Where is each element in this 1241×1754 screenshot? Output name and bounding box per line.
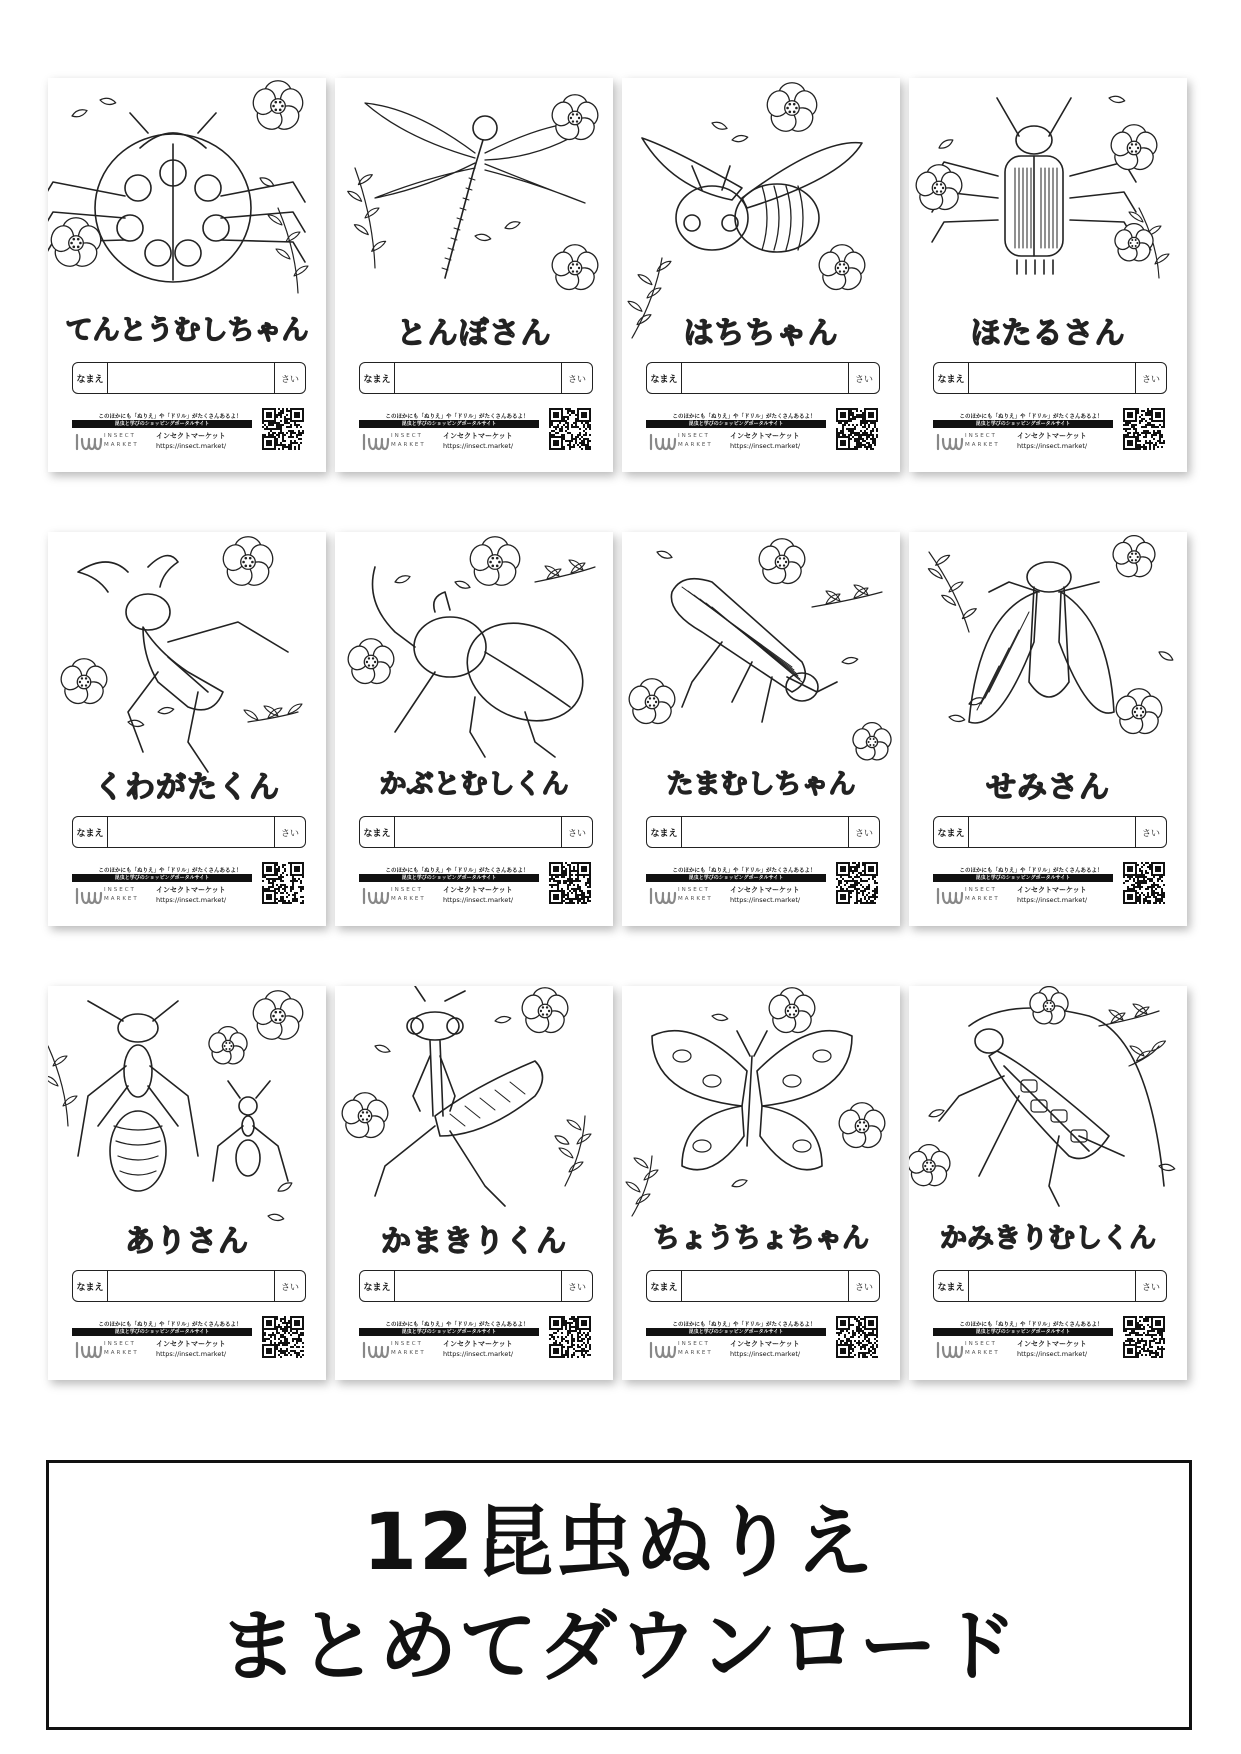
insect-market-logo-icon: [74, 885, 104, 907]
leaf-icon: [1108, 95, 1125, 104]
leaf-icon: [157, 706, 174, 715]
insect-market-logo-icon: [935, 431, 965, 453]
promo-text: このほかにも「ぬりえ」や「ドリル」がたくさんあるよ！: [959, 414, 1103, 420]
leaf-icon: [454, 579, 471, 590]
age-label: さい: [1135, 817, 1166, 847]
leaf-icon: [711, 1013, 728, 1022]
flower-icon: [1113, 689, 1165, 738]
promo-text: このほかにも「ぬりえ」や「ドリル」がたくさんあるよ！: [959, 1322, 1103, 1328]
shop-name: インセクトマーケット: [443, 1340, 513, 1348]
age-label: さい: [1135, 1271, 1166, 1301]
tagline-bar: 昆虫と学びのショッピングポータルサイト: [646, 420, 826, 428]
leaf-icon: [71, 108, 88, 119]
coloring-page-title: かまきりくん: [381, 1224, 567, 1259]
insect-market-logo-icon: [935, 1339, 965, 1361]
coloring-page-title: かみきりむしくん: [940, 1223, 1156, 1254]
promo-text: このほかにも「ぬりえ」や「ドリル」がたくさんあるよ！: [98, 868, 242, 874]
leaf-icon: [731, 134, 748, 143]
coloring-page-title: かぶとむしくん: [379, 769, 569, 800]
flower-icon: [549, 245, 601, 294]
name-field: [646, 362, 880, 394]
flower-icon: [206, 1027, 249, 1068]
shop-name: インセクトマーケット: [443, 886, 513, 894]
qr-code-icon[interactable]: [262, 862, 304, 904]
coloring-page-title: ほたるさん: [970, 316, 1126, 351]
download-banner[interactable]: [46, 1460, 1192, 1730]
logo-text: INSECT MARKET: [965, 433, 1000, 448]
leaf-icon: [374, 1043, 391, 1054]
qr-code-icon[interactable]: [836, 408, 878, 450]
insect-market-logo-icon: [648, 1339, 678, 1361]
promo-text: このほかにも「ぬりえ」や「ドリル」がたくさんあるよ！: [98, 1322, 242, 1328]
leaf-icon: [554, 1133, 571, 1146]
name-label: なまえ: [647, 363, 682, 393]
flower-icon: [339, 1093, 391, 1142]
shop-url[interactable]: https://insect.market/: [1017, 442, 1088, 450]
coloring-page-card-firefly[interactable]: [909, 78, 1187, 472]
shop-name: インセクトマーケット: [1017, 1340, 1087, 1348]
name-field: [646, 816, 880, 848]
qr-code-icon[interactable]: [549, 1316, 591, 1358]
insect-market-logo-icon: [74, 431, 104, 453]
ant-icon: [48, 991, 306, 1222]
name-blank: [108, 363, 274, 393]
name-field: [359, 816, 593, 848]
tagline-bar: 昆虫と学びのショッピングポータルサイト: [646, 874, 826, 882]
coloring-page-card-butterfly[interactable]: [622, 986, 900, 1380]
age-label: さい: [274, 1271, 305, 1301]
shop-name: インセクトマーケット: [1017, 432, 1087, 440]
shop-url[interactable]: https://insect.market/: [730, 896, 801, 904]
name-label: なまえ: [360, 817, 395, 847]
tagline-bar: 昆虫と学びのショッピングポータルサイト: [359, 874, 539, 882]
leaf-icon: [127, 719, 144, 728]
coloring-page-card-stag-beetle[interactable]: [48, 532, 326, 926]
name-field: [933, 362, 1167, 394]
flower-icon: [1108, 125, 1160, 174]
flower-icon: [756, 539, 808, 588]
promo-text: このほかにも「ぬりえ」や「ドリル」がたくさんあるよ！: [385, 868, 529, 874]
name-blank: [395, 817, 561, 847]
leaf-icon: [948, 714, 965, 723]
qr-code-icon[interactable]: [1123, 1316, 1165, 1358]
flower-icon: [48, 218, 104, 271]
insect-market-logo-icon: [361, 1339, 391, 1361]
name-label: なまえ: [73, 363, 108, 393]
coloring-page-card-dragonfly[interactable]: [335, 78, 613, 472]
name-label: なまえ: [73, 817, 108, 847]
flower-icon: [764, 83, 820, 136]
name-blank: [969, 1271, 1135, 1301]
shop-name: インセクトマーケット: [730, 886, 800, 894]
leaf-icon: [731, 1178, 748, 1189]
flower-icon: [1110, 536, 1157, 581]
insect-market-logo-icon: [361, 431, 391, 453]
coloring-page-title: てんとうむしちゃん: [65, 315, 309, 346]
leaf-sprig-icon: [348, 168, 386, 268]
tagline-bar: 昆虫と学びのショッピングポータルサイト: [72, 420, 252, 428]
shop-name: インセクトマーケット: [156, 1340, 226, 1348]
name-blank: [108, 1271, 274, 1301]
leaf-sprig-icon: [559, 1116, 591, 1186]
logo-text: INSECT MARKET: [678, 433, 713, 448]
name-label: なまえ: [73, 1271, 108, 1301]
age-label: さい: [561, 363, 592, 393]
insect-market-logo-icon: [361, 885, 391, 907]
qr-code-icon[interactable]: [836, 1316, 878, 1358]
name-blank: [682, 817, 848, 847]
qr-code-icon[interactable]: [1123, 408, 1165, 450]
leaf-icon: [711, 120, 728, 131]
coloring-page-title: はちちゃん: [683, 316, 839, 351]
leaf-sprig-icon: [812, 585, 882, 607]
name-label: なまえ: [360, 363, 395, 393]
coloring-page-title: ちょうちょちゃん: [653, 1223, 869, 1254]
banner-subtitle: まとめてダウンロード: [218, 1602, 1019, 1692]
coloring-page-card-mantis[interactable]: [335, 986, 613, 1380]
logo-text: INSECT MARKET: [391, 1341, 426, 1356]
flower-icon: [58, 659, 110, 708]
name-field: [646, 1270, 880, 1302]
logo-text: INSECT MARKET: [104, 1341, 139, 1356]
qr-code-icon[interactable]: [549, 408, 591, 450]
flower-icon: [519, 988, 571, 1037]
coloring-page-card-rhinoceros-beetle[interactable]: [335, 532, 613, 926]
shop-url[interactable]: https://insect.market/: [1017, 1350, 1088, 1358]
jewel-beetle-icon: [626, 539, 893, 764]
name-label: なまえ: [647, 817, 682, 847]
longhorn-beetle-icon: [909, 987, 1175, 1206]
qr-code-icon[interactable]: [262, 1316, 304, 1358]
coloring-page-title: くわがたくん: [94, 770, 280, 805]
leaf-icon: [656, 549, 673, 560]
coloring-page-card-ladybug[interactable]: [48, 78, 326, 472]
tagline-bar: 昆虫と学びのショッピングポータルサイト: [646, 1328, 826, 1336]
shop-url[interactable]: https://insect.market/: [730, 1350, 801, 1358]
flower-icon: [549, 95, 601, 144]
coloring-page-title: とんぼさん: [396, 316, 552, 351]
age-label: さい: [561, 817, 592, 847]
promo-text: このほかにも「ぬりえ」や「ドリル」がたくさんあるよ！: [385, 1322, 529, 1328]
age-label: さい: [848, 1271, 879, 1301]
shop-url[interactable]: https://insect.market/: [156, 1350, 227, 1358]
coloring-page-card-cicada[interactable]: [909, 532, 1187, 926]
shop-name: インセクトマーケット: [730, 432, 800, 440]
promo-text: このほかにも「ぬりえ」や「ドリル」がたくさんあるよ！: [385, 414, 529, 420]
shop-url[interactable]: https://insect.market/: [1017, 896, 1088, 904]
flower-icon: [250, 81, 306, 134]
firefly-icon: [913, 95, 1169, 278]
name-blank: [682, 363, 848, 393]
logo-text: INSECT MARKET: [104, 887, 139, 902]
tagline-bar: 昆虫と学びのショッピングポータルサイト: [359, 1328, 539, 1336]
flower-icon: [626, 679, 678, 728]
name-field: [359, 1270, 593, 1302]
age-label: さい: [848, 817, 879, 847]
shop-url[interactable]: https://insect.market/: [156, 896, 227, 904]
insect-market-logo-icon: [74, 1339, 104, 1361]
rhinoceros-beetle-icon: [345, 537, 599, 757]
qr-code-icon[interactable]: [836, 862, 878, 904]
flower-icon: [816, 245, 868, 294]
leaf-icon: [474, 233, 491, 242]
leaf-sprig-icon: [626, 1156, 658, 1216]
promo-text: このほかにも「ぬりえ」や「ドリル」がたくさんあるよ！: [672, 868, 816, 874]
coloring-page-title: たまむしちゃん: [666, 769, 856, 800]
logo-text: INSECT MARKET: [678, 1341, 713, 1356]
flower-icon: [250, 991, 306, 1044]
leaf-sprig-icon: [244, 704, 302, 722]
name-field: [72, 1270, 306, 1302]
tagline-bar: 昆虫と学びのショッピングポータルサイト: [72, 1328, 252, 1336]
coloring-page-title: ありさん: [125, 1224, 249, 1259]
name-blank: [969, 817, 1135, 847]
shop-name: インセクトマーケット: [443, 432, 513, 440]
name-label: なまえ: [647, 1271, 682, 1301]
coloring-page-grid: [48, 78, 1198, 1380]
leaf-sprig-icon: [48, 1046, 77, 1126]
insect-market-logo-icon: [935, 885, 965, 907]
shop-name: インセクトマーケット: [730, 1340, 800, 1348]
coloring-page-card-longhorn-beetle[interactable]: [909, 986, 1187, 1380]
age-label: さい: [561, 1271, 592, 1301]
dragonfly-icon: [348, 95, 601, 294]
leaf-sprig-icon: [268, 208, 308, 293]
promo-text: このほかにも「ぬりえ」や「ドリル」がたくさんあるよ！: [98, 414, 242, 420]
qr-code-icon[interactable]: [1123, 862, 1165, 904]
banner-title: 12昆虫ぬりえ: [362, 1498, 876, 1588]
flower-icon: [836, 1103, 888, 1152]
flower-icon: [467, 537, 523, 590]
logo-text: INSECT MARKET: [965, 1341, 1000, 1356]
flower-icon: [850, 723, 893, 764]
promo-text: このほかにも「ぬりえ」や「ドリル」がたくさんあるよ！: [672, 1322, 816, 1328]
shop-url[interactable]: https://insect.market/: [443, 896, 514, 904]
name-blank: [395, 363, 561, 393]
bee-icon: [628, 83, 868, 338]
shop-name: インセクトマーケット: [156, 432, 226, 440]
logo-text: INSECT MARKET: [104, 433, 139, 448]
leaf-icon: [938, 137, 955, 150]
name-field: [359, 362, 593, 394]
coloring-page-card-ant[interactable]: [48, 986, 326, 1380]
flower-icon: [909, 1145, 953, 1190]
age-label: さい: [848, 363, 879, 393]
promo-text: このほかにも「ぬりえ」や「ドリル」がたくさんあるよ！: [959, 868, 1103, 874]
name-blank: [108, 817, 274, 847]
stag-beetle-icon: [58, 537, 302, 772]
qr-code-icon[interactable]: [549, 862, 591, 904]
shop-name: インセクトマーケット: [156, 886, 226, 894]
coloring-page-title: せみさん: [986, 770, 1110, 805]
shop-url[interactable]: https://insect.market/: [443, 442, 514, 450]
insect-market-logo-icon: [648, 431, 678, 453]
leaf-icon: [99, 97, 116, 106]
logo-text: INSECT MARKET: [391, 433, 426, 448]
logo-text: INSECT MARKET: [965, 887, 1000, 902]
name-field: [72, 816, 306, 848]
mantis-icon: [339, 986, 591, 1206]
flower-icon: [913, 165, 965, 214]
name-label: なまえ: [934, 817, 969, 847]
flower-icon: [345, 639, 397, 688]
ladybug-icon: [48, 81, 308, 293]
leaf-icon: [394, 574, 411, 585]
tagline-bar: 昆虫と学びのショッピングポータルサイト: [933, 874, 1113, 882]
name-blank: [969, 363, 1135, 393]
cicada-icon: [928, 536, 1174, 738]
age-label: さい: [274, 817, 305, 847]
leaf-icon: [494, 1015, 511, 1024]
flower-icon: [220, 537, 276, 590]
coloring-page-card-jewel-beetle[interactable]: [622, 532, 900, 926]
leaf-sprig-icon: [1099, 1004, 1159, 1026]
flower-icon: [766, 988, 818, 1037]
butterfly-icon: [626, 988, 888, 1216]
logo-text: INSECT MARKET: [678, 887, 713, 902]
shop-url[interactable]: https://insect.market/: [156, 442, 227, 450]
name-label: なまえ: [934, 363, 969, 393]
leaf-icon: [1158, 649, 1175, 662]
tagline-bar: 昆虫と学びのショッピングポータルサイト: [72, 874, 252, 882]
leaf-sprig-icon: [535, 560, 595, 582]
name-label: なまえ: [360, 1271, 395, 1301]
tagline-bar: 昆虫と学びのショッピングポータルサイト: [359, 420, 539, 428]
qr-code-icon[interactable]: [262, 408, 304, 450]
name-field: [933, 1270, 1167, 1302]
name-field: [933, 816, 1167, 848]
insect-market-logo-icon: [648, 885, 678, 907]
shop-url[interactable]: https://insect.market/: [443, 1350, 514, 1358]
age-label: さい: [1135, 363, 1166, 393]
name-field: [72, 362, 306, 394]
leaf-icon: [841, 656, 858, 665]
age-label: さい: [274, 363, 305, 393]
coloring-page-card-bee[interactable]: [622, 78, 900, 472]
leaf-icon: [504, 220, 521, 231]
leaf-sprig-icon: [928, 552, 976, 632]
flower-icon: [1027, 987, 1070, 1028]
name-label: なまえ: [934, 1271, 969, 1301]
logo-text: INSECT MARKET: [391, 887, 426, 902]
shop-url[interactable]: https://insect.market/: [730, 442, 801, 450]
tagline-bar: 昆虫と学びのショッピングポータルサイト: [933, 420, 1113, 428]
name-blank: [395, 1271, 561, 1301]
name-blank: [682, 1271, 848, 1301]
promo-text: このほかにも「ぬりえ」や「ドリル」がたくさんあるよ！: [672, 414, 816, 420]
tagline-bar: 昆虫と学びのショッピングポータルサイト: [933, 1328, 1113, 1336]
leaf-icon: [277, 1180, 294, 1193]
shop-name: インセクトマーケット: [1017, 886, 1087, 894]
